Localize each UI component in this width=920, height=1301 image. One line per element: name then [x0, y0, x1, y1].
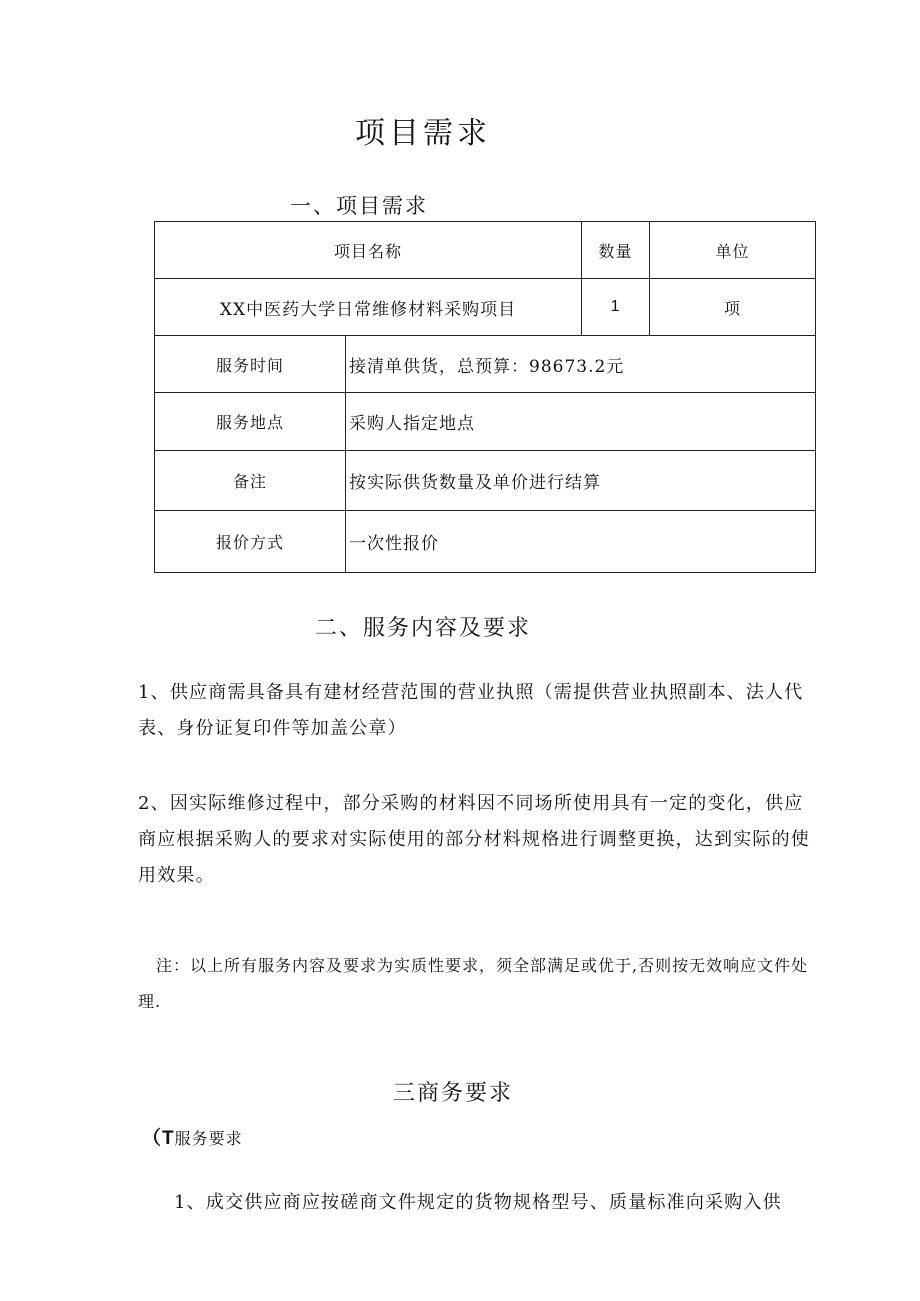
item-quantity: 1 — [582, 279, 650, 336]
page-title: 项目需求 — [355, 116, 491, 151]
row-label-service-location: 服务地点 — [155, 393, 346, 451]
row-value-remarks: 按实际供货数量及单价进行结算 — [346, 451, 816, 511]
row-value-service-time: 接清单供货，总预算：98673.2元 — [346, 336, 816, 393]
section-heading-business-requirements: 三商务要求 — [392, 1081, 513, 1106]
service-note: 注：以上所有服务内容及要求为实质性要求，须全部满足或优于,否则按无效响应文件处理. — [138, 956, 809, 1011]
table-row — [155, 451, 816, 511]
row-label-service-time: 服务时间 — [155, 336, 346, 393]
table-item-row — [155, 279, 816, 336]
row-label-remarks: 备注 — [155, 451, 346, 511]
sub-heading-service-requirements — [142, 1126, 243, 1152]
sub-heading-prefix: （T — [142, 1128, 175, 1149]
header-project-name: 项目名称 — [155, 222, 582, 279]
sub-heading-text: 服务要求 — [174, 1129, 243, 1148]
service-paragraph-1: 1、供应商需具备具有建材经营范围的营业执照（需提供营业执照副本、法人代表、身份证复印件等加盖公章） — [138, 682, 804, 739]
section-heading-service-content: 二、服务内容及要求 — [314, 616, 531, 641]
service-paragraph-2: 2、因实际维修过程中，部分采购的材料因不同场所使用具有一定的变化，供应商应根据采购人的要求对实际使用的部分材料规格进行调整更换，达到实际的使用效果。 — [138, 793, 810, 886]
row-value-service-location: 采购人指定地点 — [346, 393, 816, 451]
business-paragraph-1: 1、成交供应商应按磋商文件规定的货物规格型号、质量标准向采购入供 — [174, 1192, 782, 1213]
item-unit: 项 — [650, 279, 816, 336]
table-row — [155, 511, 816, 573]
row-value-quotation-method: 一次性报价 — [346, 511, 816, 573]
section-heading-project-requirements: 一、项目需求 — [290, 194, 428, 218]
header-quantity: 数量 — [582, 222, 650, 279]
table-row — [155, 393, 816, 451]
table-row — [155, 336, 816, 393]
requirements-table — [154, 221, 816, 573]
item-project-name: XX中医药大学日常维修材料采购项目 — [155, 279, 582, 336]
table-header-row — [155, 222, 816, 279]
header-unit: 单位 — [650, 222, 816, 279]
row-label-quotation-method: 报价方式 — [155, 511, 346, 573]
